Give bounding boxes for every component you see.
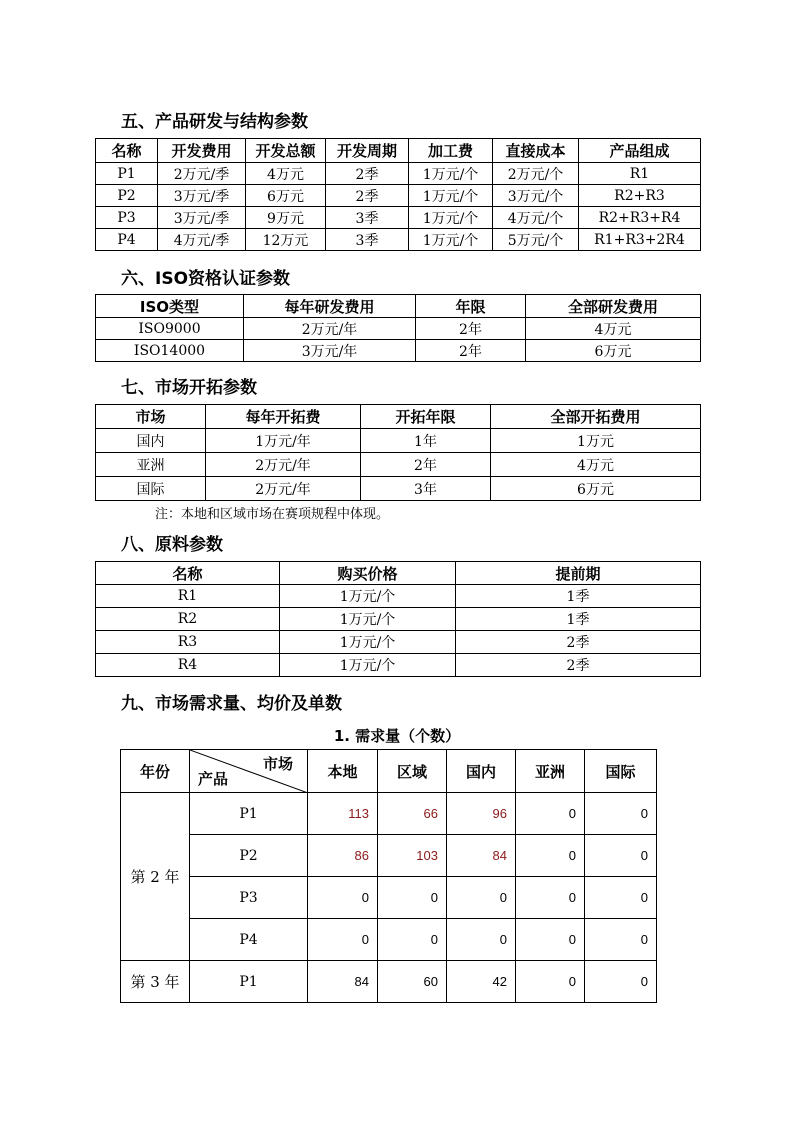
market-header: 国内 [447, 750, 516, 793]
table-row [96, 318, 701, 340]
table-cell: 1万元/个 [409, 229, 493, 251]
table-row [96, 163, 701, 185]
product-cell: P3 [190, 877, 308, 919]
demand-value: 0 [585, 877, 657, 919]
table-row [121, 919, 657, 961]
table-row [121, 877, 657, 919]
demand-value: 84 [308, 961, 378, 1003]
table-cell: R3 [96, 631, 280, 654]
market-note: 注：本地和区域市场在赛项规程中体现。 [155, 507, 390, 522]
table-cell: 1万元/个 [280, 631, 456, 654]
table-cell: 1万元/年 [206, 429, 361, 453]
table-row [96, 185, 701, 207]
table-cell: 1季 [456, 585, 701, 608]
product-cell: P4 [190, 919, 308, 961]
demand-value: 0 [308, 919, 378, 961]
market-header: 国际 [585, 750, 657, 793]
table-cell: 亚洲 [96, 453, 206, 477]
table-row [96, 608, 701, 631]
demand-value: 86 [308, 835, 378, 877]
market-header: 亚洲 [516, 750, 585, 793]
demand-value: 0 [378, 919, 447, 961]
table-cell: 2年 [361, 453, 491, 477]
table-cell: R2+R3 [579, 185, 701, 207]
col-header: 开发总额 [246, 139, 326, 163]
table-row [96, 229, 701, 251]
col-header: 开拓年限 [361, 405, 491, 429]
table-cell: 2季 [456, 631, 701, 654]
col-header: ISO类型 [96, 295, 244, 318]
table-cell: 2万元/季 [158, 163, 246, 185]
demand-value: 0 [516, 877, 585, 919]
demand-value: 103 [378, 835, 447, 877]
demand-value: 0 [378, 877, 447, 919]
table-cell: 2万元/年 [244, 318, 416, 340]
section5-title: 五、产品研发与结构参数 [121, 112, 308, 132]
demand-value: 0 [516, 793, 585, 835]
col-header: 名称 [96, 139, 158, 163]
demand-value: 0 [585, 793, 657, 835]
demand-table [120, 749, 657, 1003]
col-header: 名称 [96, 562, 280, 585]
table-cell: 2万元/年 [206, 453, 361, 477]
table-cell: 12万元 [246, 229, 326, 251]
table-cell: 6万元 [246, 185, 326, 207]
table-cell: 2万元/个 [493, 163, 579, 185]
col-header: 全部研发费用 [526, 295, 701, 318]
col-header: 每年研发费用 [244, 295, 416, 318]
table-cell: 4万元/季 [158, 229, 246, 251]
table-cell: 1年 [361, 429, 491, 453]
table-cell: 6万元 [491, 477, 701, 501]
product-cell: P1 [190, 793, 308, 835]
corner-header [190, 750, 308, 793]
demand-value: 84 [447, 835, 516, 877]
demand-value: 60 [378, 961, 447, 1003]
table-cell: 国内 [96, 429, 206, 453]
product-corner-label: 产品 [198, 770, 229, 788]
table-cell: 2季 [326, 185, 409, 207]
product-rd-table [95, 138, 701, 251]
demand-value: 0 [447, 919, 516, 961]
col-header: 开发周期 [326, 139, 409, 163]
table-cell: 3季 [326, 229, 409, 251]
table-cell: 2年 [416, 318, 526, 340]
table-cell: 1万元 [491, 429, 701, 453]
col-header: 提前期 [456, 562, 701, 585]
demand-subtitle: 1. 需求量（个数） [333, 727, 461, 745]
demand-value: 0 [308, 877, 378, 919]
table-cell: 国际 [96, 477, 206, 501]
table-cell: R2+R3+R4 [579, 207, 701, 229]
year-cell: 第 3 年 [121, 961, 190, 1003]
market-header: 区域 [378, 750, 447, 793]
year-header: 年份 [121, 750, 190, 793]
table-cell: 1万元/个 [280, 608, 456, 631]
table-cell: 3万元/年 [244, 340, 416, 362]
demand-value: 113 [308, 793, 378, 835]
section8-title: 八、原料参数 [121, 535, 223, 555]
demand-value: 96 [447, 793, 516, 835]
table-row [121, 835, 657, 877]
demand-value: 0 [585, 961, 657, 1003]
table-cell: R2 [96, 608, 280, 631]
demand-value: 66 [378, 793, 447, 835]
demand-value: 42 [447, 961, 516, 1003]
table-cell: R1 [579, 163, 701, 185]
raw-material-table [95, 561, 701, 677]
table-cell: 4万元/个 [493, 207, 579, 229]
table-row [96, 453, 701, 477]
table-cell: R1 [96, 585, 280, 608]
table-cell: 2季 [326, 163, 409, 185]
table-cell: 3年 [361, 477, 491, 501]
col-header: 加工费 [409, 139, 493, 163]
table-cell: 9万元 [246, 207, 326, 229]
table-cell: ISO14000 [96, 340, 244, 362]
table-cell: R1+R3+2R4 [579, 229, 701, 251]
table-cell: 1万元/个 [280, 585, 456, 608]
table-cell: 1万元/个 [280, 654, 456, 677]
col-header: 每年开拓费 [206, 405, 361, 429]
table-cell: 3万元/季 [158, 207, 246, 229]
table-cell: 2季 [456, 654, 701, 677]
table-cell: 3万元/季 [158, 185, 246, 207]
col-header: 购买价格 [280, 562, 456, 585]
table-cell: 4万元 [526, 318, 701, 340]
col-header: 全部开拓费用 [491, 405, 701, 429]
col-header: 产品组成 [579, 139, 701, 163]
demand-value: 0 [516, 961, 585, 1003]
iso-cert-table [95, 294, 701, 362]
product-cell: P1 [190, 961, 308, 1003]
demand-value: 0 [447, 877, 516, 919]
demand-value: 0 [585, 919, 657, 961]
col-header: 直接成本 [493, 139, 579, 163]
table-row [96, 585, 701, 608]
table-cell: P4 [96, 229, 158, 251]
year-cell: 第 2 年 [121, 793, 190, 961]
table-row [96, 477, 701, 501]
table-cell: P2 [96, 185, 158, 207]
table-cell: 2万元/年 [206, 477, 361, 501]
table-cell: 2年 [416, 340, 526, 362]
section7-title: 七、市场开拓参数 [121, 378, 257, 398]
col-header: 市场 [96, 405, 206, 429]
table-row [96, 207, 701, 229]
section9-title: 九、市场需求量、均价及单数 [121, 694, 342, 714]
table-cell: 4万元 [491, 453, 701, 477]
col-header: 开发费用 [158, 139, 246, 163]
table-cell: 1万元/个 [409, 163, 493, 185]
table-cell: 6万元 [526, 340, 701, 362]
demand-value: 0 [516, 919, 585, 961]
table-row [96, 654, 701, 677]
demand-value: 0 [516, 835, 585, 877]
table-cell: 4万元 [246, 163, 326, 185]
table-cell: ISO9000 [96, 318, 244, 340]
section6-title: 六、ISO资格认证参数 [121, 269, 291, 289]
table-cell: R4 [96, 654, 280, 677]
demand-body [121, 793, 657, 1003]
product-cell: P2 [190, 835, 308, 877]
table-cell: 1季 [456, 608, 701, 631]
col-header: 年限 [416, 295, 526, 318]
table-row [121, 961, 657, 1003]
demand-value: 0 [585, 835, 657, 877]
market-corner-label: 市场 [262, 755, 293, 773]
table-cell: P1 [96, 163, 158, 185]
table-row [96, 429, 701, 453]
table-cell: 1万元/个 [409, 185, 493, 207]
table-row [96, 631, 701, 654]
table-row [96, 340, 701, 362]
table-row [121, 793, 657, 835]
table-cell: 3万元/个 [493, 185, 579, 207]
table-cell: P3 [96, 207, 158, 229]
table-cell: 1万元/个 [409, 207, 493, 229]
market-header: 本地 [308, 750, 378, 793]
table-cell: 3季 [326, 207, 409, 229]
table-cell: 5万元/个 [493, 229, 579, 251]
market-dev-table [95, 404, 701, 501]
